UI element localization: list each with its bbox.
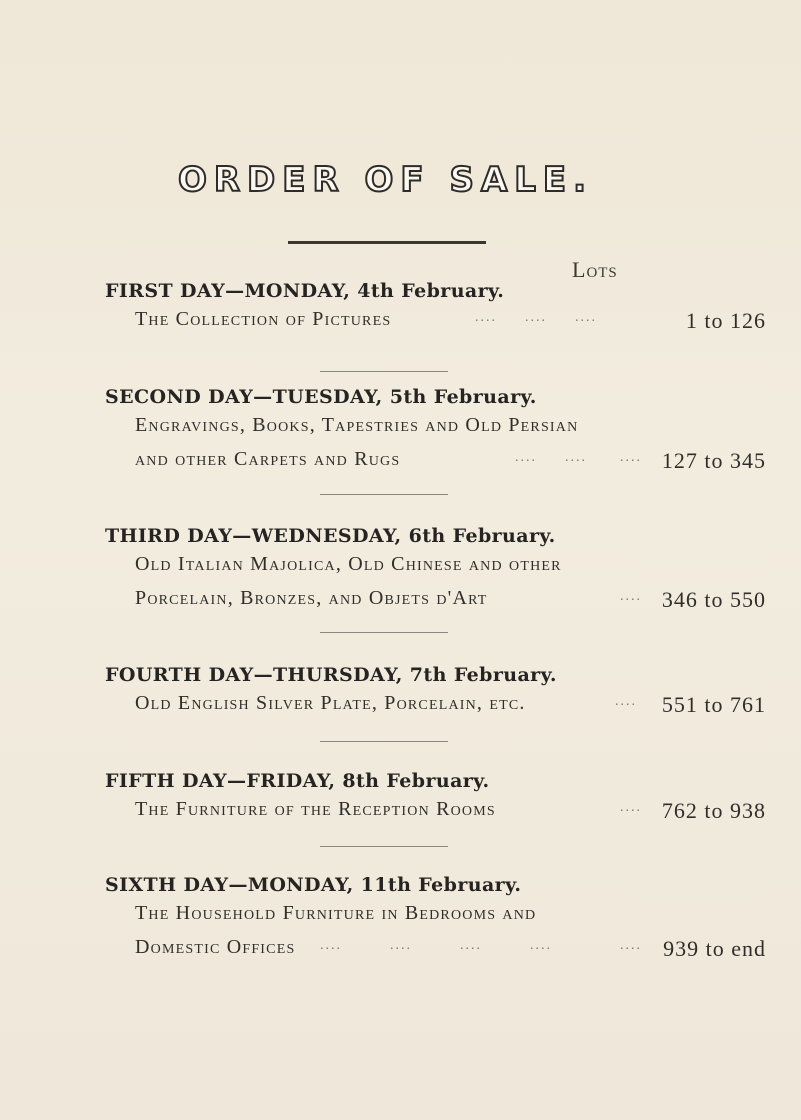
- leader-dots: ....: [620, 938, 642, 953]
- day-description-line: [105, 414, 665, 442]
- leader-dots: ....: [475, 310, 497, 325]
- day-heading: THIRD DAY—WEDNESDAY, 6th February.: [105, 525, 556, 547]
- day-description-line: [105, 692, 766, 720]
- leader-dots: ....: [565, 450, 587, 465]
- leader-dots: ....: [620, 589, 642, 604]
- leader-dots: ....: [460, 938, 482, 953]
- title-underline: [288, 241, 486, 244]
- day-heading: FOURTH DAY—THURSDAY, 7th February.: [105, 664, 557, 686]
- leader-dots: ....: [615, 694, 637, 709]
- leader-dots: ....: [525, 310, 547, 325]
- description-text: The Furniture of the Reception Rooms: [135, 798, 496, 820]
- lots-column-header: Lots: [572, 257, 618, 282]
- lot-range: 551 to 761: [661, 692, 766, 717]
- day-description-line: [105, 553, 665, 581]
- description-text: The Collection of Pictures: [135, 308, 392, 330]
- day-description-line: [105, 448, 766, 476]
- leader-dots: ....: [515, 450, 537, 465]
- leader-dots: ....: [390, 938, 412, 953]
- section-divider: [320, 632, 448, 633]
- lot-range: 1 to 126: [685, 308, 766, 333]
- leader-dots: ....: [620, 800, 642, 815]
- description-text: The Household Furniture in Bedrooms and: [135, 902, 537, 924]
- lot-range: 939 to end: [663, 936, 766, 961]
- leader-dots: ....: [620, 450, 642, 465]
- section-divider: [320, 371, 448, 372]
- day-heading: SIXTH DAY—MONDAY, 11th February.: [105, 874, 522, 896]
- section-divider: [320, 741, 448, 742]
- description-text: Old Italian Majolica, Old Chinese and other: [135, 553, 562, 575]
- description-text: Old English Silver Plate, Porcelain, etc.: [135, 692, 526, 714]
- description-text: Domestic Offices: [135, 936, 296, 958]
- page-title: ORDER OF SALE.: [177, 160, 594, 200]
- day-section-4: [105, 664, 766, 720]
- description-text: and other Carpets and Rugs: [135, 448, 401, 470]
- lot-range: 762 to 938: [661, 798, 766, 823]
- lot-range: 127 to 345: [661, 448, 766, 473]
- day-heading: SECOND DAY—TUESDAY, 5th February.: [105, 386, 537, 408]
- leader-dots: ....: [575, 310, 597, 325]
- day-section-1: [105, 280, 766, 336]
- day-section-5: [105, 770, 766, 826]
- leader-dots: ....: [530, 938, 552, 953]
- day-description-line: [105, 798, 766, 826]
- lot-range: 346 to 550: [661, 587, 766, 612]
- description-text: Porcelain, Bronzes, and Objets d'Art: [135, 587, 488, 609]
- description-text: Engravings, Books, Tapestries and Old Persian: [135, 414, 579, 436]
- leader-dots: ....: [320, 938, 342, 953]
- day-description-line: [105, 587, 766, 615]
- day-section-2: [105, 386, 766, 476]
- day-description-line: [105, 308, 766, 336]
- day-section-6: [105, 874, 766, 964]
- day-heading: FIFTH DAY—FRIDAY, 8th February.: [105, 770, 490, 792]
- section-divider: [320, 494, 448, 495]
- section-divider: [320, 846, 448, 847]
- day-description-line: [105, 936, 766, 964]
- day-section-3: [105, 525, 766, 615]
- day-description-line: [105, 902, 665, 930]
- day-heading: FIRST DAY—MONDAY, 4th February.: [105, 280, 505, 302]
